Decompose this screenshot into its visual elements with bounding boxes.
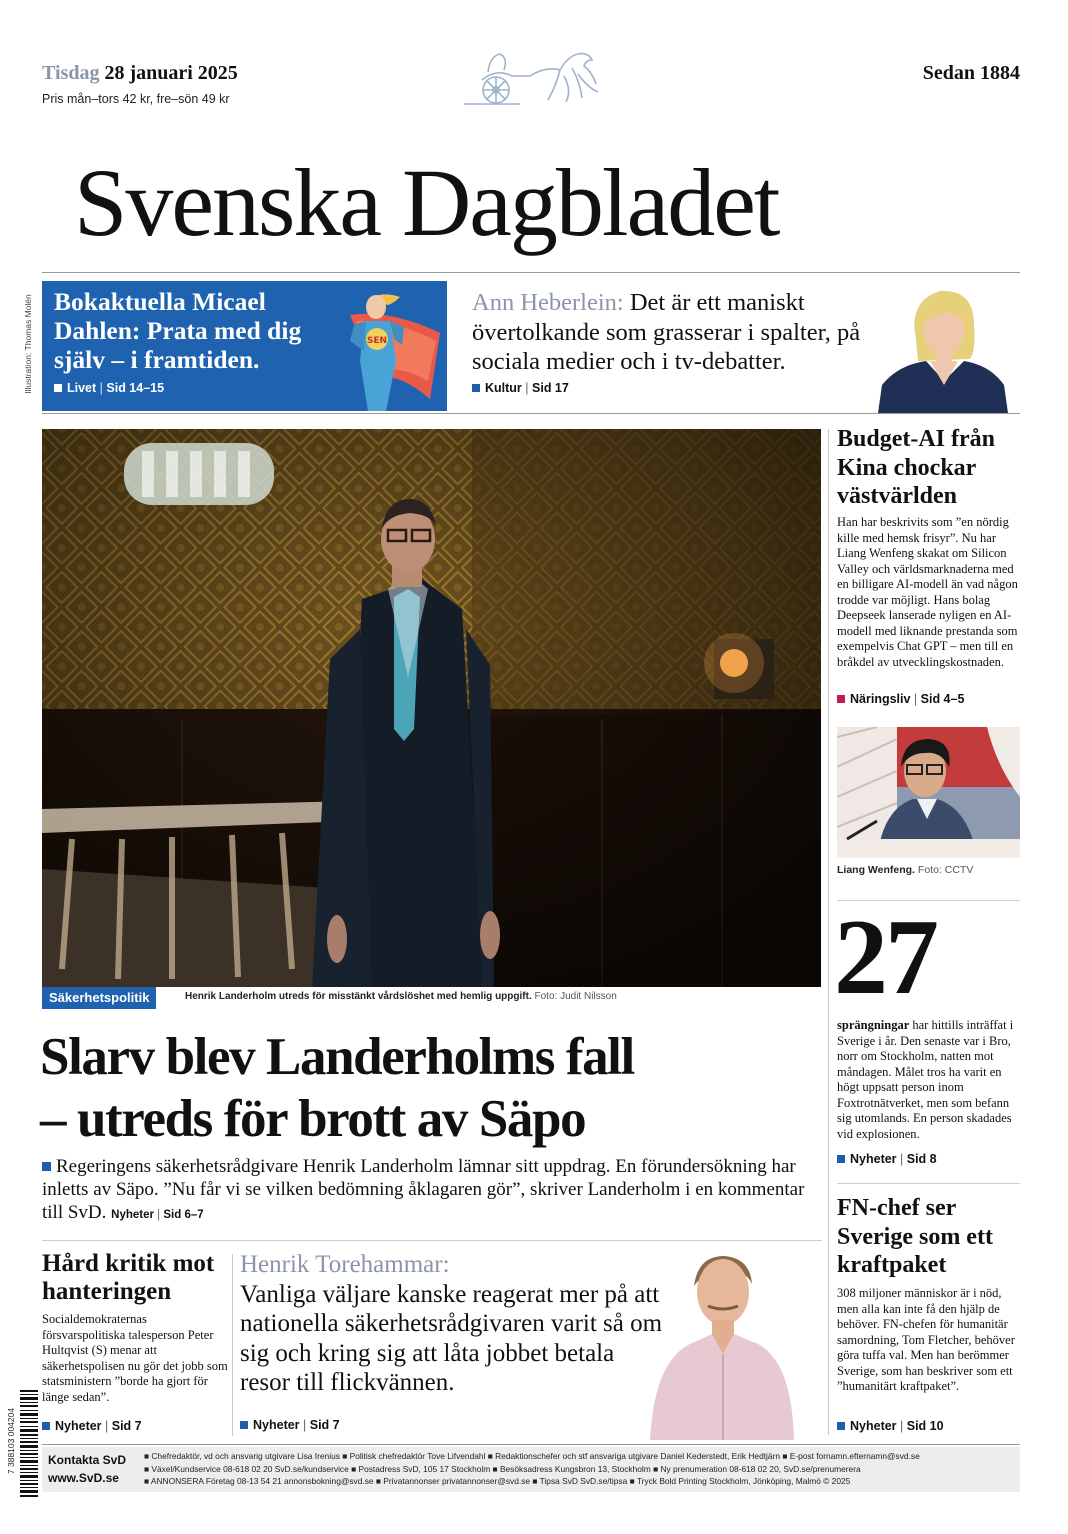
liang-caption — [837, 864, 973, 876]
weekday: Tisdag — [42, 62, 100, 84]
kritik-page: Sid 7 — [111, 1419, 142, 1433]
blasts-page: Sid 8 — [906, 1152, 937, 1166]
masthead-rule — [42, 272, 1020, 273]
kultur-teaser[interactable] — [472, 288, 892, 377]
kultur-ref[interactable]: Kultur | Sid 17 — [472, 381, 569, 395]
right-rule-2 — [837, 1183, 1020, 1184]
since-label: Sedan 1884 — [922, 62, 1020, 84]
fn-headline[interactable]: FN-chef ser Sverige som ett kraftpaket — [837, 1195, 993, 1278]
main-ref[interactable]: Nyheter | Sid 6–7 — [111, 1209, 204, 1221]
torehammar-author: Henrik Torehammar: — [240, 1251, 450, 1278]
kritik-ref[interactable]: Nyheter | Sid 7 — [42, 1419, 142, 1433]
price-info: Pris mån–tors 42 kr, fre–sön 49 kr — [42, 92, 230, 106]
livet-headline: Bokaktuella Micael Dahlen: Prata med dig själv – i framtiden. — [54, 287, 302, 374]
chariot-logo-icon — [460, 46, 602, 108]
lower-rule — [42, 1240, 822, 1241]
livet-page: Sid 14–15 — [106, 381, 165, 395]
illustration-credit: Illustration: Thomas Molén — [23, 294, 33, 394]
livet-section: Livet — [67, 381, 97, 395]
fn-ref[interactable]: Nyheter | Sid 10 — [837, 1419, 944, 1433]
section-marker-icon — [837, 695, 845, 703]
livet-teaser[interactable] — [42, 281, 447, 411]
footer-line-2: ■ Växel/Kundservice 08-618 02 20 SvD.se/kundservice ■ Postadress SvD, 105 17 Stockholm ■ Besöksadress Kungsbron 13, Stockholm ■ Ny prenumeration 08-618 02 20, SvD.se/prenumerera — [144, 1463, 861, 1474]
kultur-page: Sid 17 — [532, 381, 569, 395]
barcode-number-wrap — [4, 1388, 18, 1498]
illustration-credit-wrap — [20, 282, 36, 412]
section-marker-icon — [837, 1155, 845, 1163]
portrait-icon — [878, 281, 1008, 413]
blasts-body — [837, 1018, 1022, 1142]
photo-credit: Foto: Judit Nilsson — [534, 991, 617, 1002]
headline-line-1: Slarv blev Landerholms fall — [40, 1028, 634, 1086]
section-marker-icon — [837, 1422, 845, 1430]
photo-caption-bar — [42, 987, 821, 1009]
landerholm-photo-icon — [42, 429, 821, 987]
ai-page: Sid 4–5 — [920, 692, 965, 706]
torehammar-teaser[interactable] — [240, 1250, 670, 1398]
ai-body: Han har beskrivits som ”en nördig kille med hemsk frisyr”. Nu har Liang Wenfeng skakat om Silicon Valley och världsmarknaderna med en billigare AI-modell än vad någon trodde var möjligt. Hans bolag Deepseek lanserade nyligen en AI-modell med liknande prestanda som exempelvis Chat GPT – men till en bråkdel av utvecklingskostnaden. — [837, 515, 1018, 669]
issue-date — [42, 62, 238, 85]
ai-headline[interactable]: Budget-AI från Kina chockar västvärlden — [837, 426, 996, 509]
fn-page: Sid 10 — [906, 1419, 944, 1433]
portrait-icon — [642, 1250, 802, 1440]
section-marker-icon — [240, 1421, 248, 1429]
ai-section: Näringsliv — [850, 692, 911, 706]
torehammar-page: Sid 7 — [309, 1418, 340, 1432]
blasts-ref[interactable]: Nyheter | Sid 8 — [837, 1152, 937, 1166]
liang-photo-credit: Foto: CCTV — [917, 864, 974, 876]
main-photo[interactable] — [42, 429, 821, 987]
section-marker-icon — [42, 1162, 51, 1171]
lede-text: Regeringens säkerhetsrådgivare Henrik Landerholm lämnar sitt uppdrag. En förundersökning har inletts av Säpo. ”Nu får vi se vilken bedömning åklagaren gör”, skriver Landerholm i en kommentar till SvD. — [42, 1156, 805, 1223]
liang-wenfeng-photo-icon — [837, 727, 1020, 858]
main-headline[interactable] — [40, 1026, 830, 1150]
footer-line-1: ■ Chefredaktör, vd och ansvarig utgivare Lisa Irenius ■ Politisk chefredaktör Tove Lifvendahl ■ Redaktionschefer och stf ansvariga utgivare Daniel Kederstedt, Erik Hedtjärn ■ E-post fornamn.efternamn@svd.se — [144, 1451, 920, 1461]
section-tag[interactable]: Säkerhetspolitik — [42, 987, 156, 1009]
main-lede — [42, 1155, 822, 1227]
blasts-lead: sprängningar — [837, 1018, 910, 1032]
footer-info — [144, 1450, 1018, 1488]
contact-label: Kontakta SvD — [48, 1453, 127, 1467]
blasts-text: har hittills inträffat i Sverige i år. Den senaste var i Bro, norr om Stockholm, natten mot måndagen. Målet tros ha varit en högt uppsatt person inom Foxtrotnätverket, men som befann sig utomlands. En person skadades vid explosionen. — [837, 1018, 1014, 1141]
big-number-27: 27 — [834, 898, 936, 1017]
teaser-rule — [42, 413, 1020, 414]
torehammar-text: Vanliga väljare kanske reagerat mer på att nationella säkerhetsrådgivaren varit så om sig och kring sig att låta jobbet betala resor till flickvännen. — [240, 1280, 663, 1396]
kultur-author: Ann Heberlein: — [472, 289, 624, 316]
section-marker-icon — [472, 384, 480, 392]
date: 28 januari 2025 — [104, 62, 238, 84]
section-marker-icon — [42, 1422, 50, 1430]
caption-text: Henrik Landerholm utreds för misstänkt vårdslöshet med hemlig uppgift. — [185, 991, 532, 1002]
footer-rule — [42, 1444, 1020, 1445]
kritik-body: Socialdemokraternas försvarspolitiska talesperson Peter Hultqvist (S) menar att säkerhetspolisen nu gör det jobb som statsministern ”borde ha gjort för länge sedan”. — [42, 1312, 228, 1404]
footer-line-3: ■ ANNONSERA Företag 08-13 54 21 annonsbokning@svd.se ■ Privatannonser privatannonser@svd.se ■ Tipsa SvD SvD.se/tipsa ■ Tryck Bold Printing Stockholm, Jönköping, Malmö © 2025 — [144, 1476, 851, 1486]
kritik-headline[interactable]: Hård kritik mot hanteringen — [42, 1250, 215, 1305]
photo-caption — [185, 991, 617, 1002]
kultur-text: Det är ett maniskt övertolkande som grasserar i spalter, på sociala medier och i tv-debatter. — [472, 289, 861, 375]
superhero-illustration-icon — [290, 281, 447, 411]
headline-line-2: – utreds för brott av Säpo — [40, 1090, 586, 1148]
liang-caption-text: Liang Wenfeng. — [837, 864, 915, 876]
torehammar-ref[interactable]: Nyheter | Sid 7 — [240, 1418, 340, 1432]
ann-heberlein-photo — [878, 281, 1008, 413]
liang-photo[interactable] — [837, 727, 1020, 858]
hero-badge: SEN — [366, 336, 388, 346]
ai-ref[interactable]: Näringsliv | Sid 4–5 — [837, 692, 964, 706]
footer-bar — [42, 1447, 1020, 1492]
torehammar-section: Nyheter — [253, 1418, 300, 1432]
section-marker-icon — [54, 384, 62, 392]
kritik-section: Nyheter — [55, 1419, 102, 1433]
fn-body: 308 miljoner människor är i nöd, men alla kan inte få den hjälp de behöver. FN-chefen för humanitär samordning, Tom Fletcher, behöver göra tuffa val. Men han berömmer Sverige, som han beskriver som ett ”humanitärt kraftpaket”. — [837, 1286, 1015, 1393]
column-divider — [232, 1254, 233, 1436]
newspaper-title: Svenska Dagbladet — [74, 149, 779, 256]
blasts-section: Nyheter — [850, 1152, 897, 1166]
fn-section: Nyheter — [850, 1419, 897, 1433]
main-section: Nyheter — [111, 1209, 154, 1221]
torehammar-photo — [642, 1250, 802, 1440]
livet-ref[interactable]: Livet | Sid 14–15 — [54, 381, 164, 395]
main-page: Sid 6–7 — [163, 1209, 204, 1221]
right-column-divider — [828, 429, 829, 1435]
kultur-section: Kultur — [485, 381, 522, 395]
barcode-number: 7 388103 004204 — [6, 1407, 16, 1475]
website-link[interactable]: www.SvD.se — [48, 1471, 119, 1485]
